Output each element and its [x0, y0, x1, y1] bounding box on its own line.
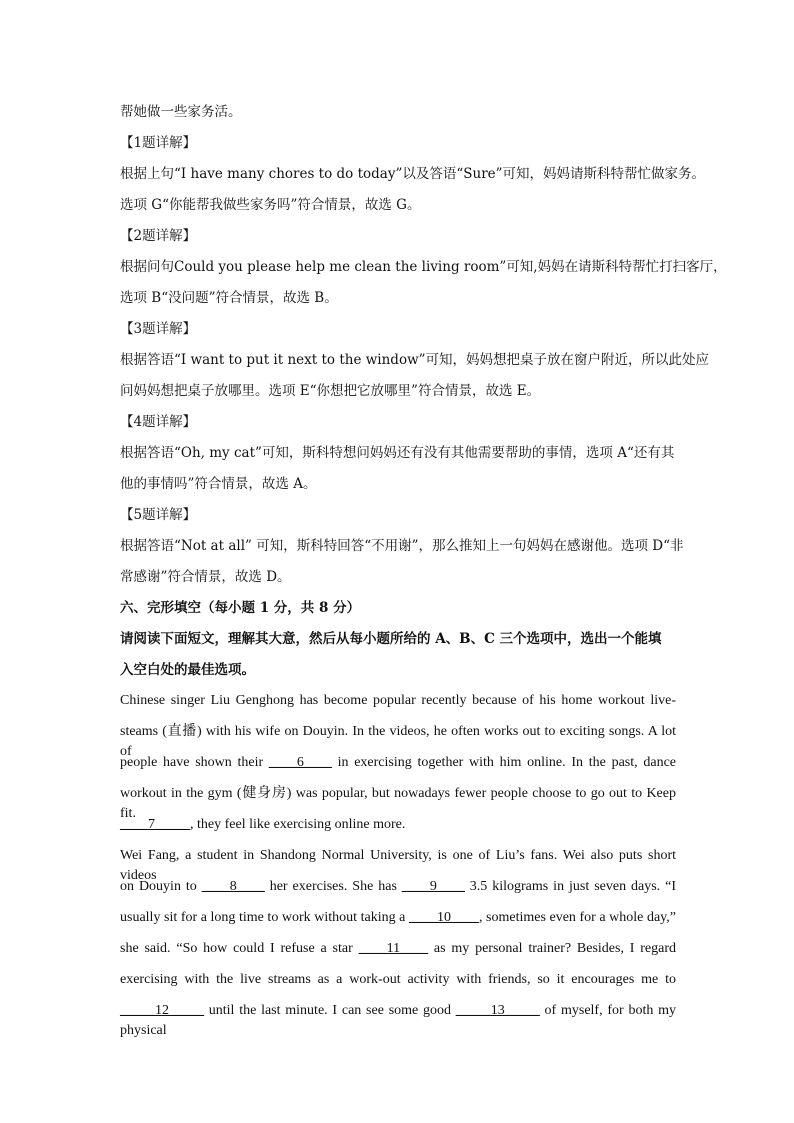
passage-line: Chinese singer Liu Genghong has become popular recently because of his home workout live-: [120, 693, 676, 708]
text-line: 根据问句Could you please help me clean the living room”可知,妈妈在请斯科特帮忙打扫客厅，: [120, 259, 727, 275]
passage-line: [120, 815, 676, 835]
question-2-heading: 【2题详解】: [120, 228, 197, 244]
question-4-heading: 【4题详解】: [120, 414, 197, 430]
passage-text: as my personal trainer? Besides, I regard: [428, 941, 676, 956]
passage-text: 3.5 kilograms in just seven days. “I: [464, 879, 677, 894]
text-line: 根据上句“I have many chores to do today”以及答语“Sure”可知，妈妈请斯科特帮忙做家务。: [120, 166, 706, 182]
passage-text: her exercises. She has: [264, 879, 402, 894]
text-line: 他的事情吗”符合情景，故选 A。: [120, 476, 317, 492]
text-line: 问妈妈想把桌子放哪里。选项 E“你想把它放哪里”符合情景，故选 E。: [120, 383, 541, 399]
instruction-text: 入空白处的最佳选项。: [120, 662, 255, 678]
text-line: 根据答语“Oh, my cat”可知，斯科特想问妈妈还有没有其他需要帮助的事情，选项 A“还有其: [120, 445, 675, 461]
instruction-text: 请阅读下面短文，理解其大意，然后从每小题所给的 A、B、C 三个选项中，选出一个能填: [120, 631, 662, 647]
blank-13[interactable]: _____13_____: [455, 1003, 540, 1018]
text-line: 常感谢”符合情景，故选 D。: [120, 569, 291, 585]
text-line: 根据答语“Not at all” 可知，斯科特回答“不用谢”，那么推知上一句妈妈在感谢他。选项 D“非: [120, 538, 684, 554]
passage-line: Wei Fang, a student in Shandong Normal University, is one of Liu’s fans. Wei also puts short videos: [120, 848, 676, 883]
blank-6[interactable]: ____6____: [268, 755, 332, 770]
text-line: 选项 G“你能帮我做些家务吗”符合情景，故选 G。: [120, 197, 421, 213]
blank-11[interactable]: ____11____: [358, 941, 429, 956]
passage-line: steams (直播) with his wife on Douyin. In the videos, he often works out to exciting songs. A lot of: [120, 724, 676, 759]
text-line: 帮她做一些家务活。: [120, 104, 242, 120]
passage-line: [120, 753, 676, 773]
passage-line: exercising with the live streams as a work-out activity with friends, so it encourages me to: [120, 972, 676, 987]
blank-7[interactable]: ____7_____: [120, 817, 190, 832]
question-3-heading: 【3题详解】: [120, 321, 197, 337]
passage-line: workout in the gym (健身房) was popular, but nowadays fewer people choose to go out to Keep fit.: [120, 786, 676, 821]
blank-12[interactable]: _____12_____: [120, 1003, 204, 1018]
text-line: 根据答语“I want to put it next to the window”可知，妈妈想把桌子放在窗户附近，所以此处应: [120, 352, 710, 368]
passage-text: in exercising together with him online. In the past, dance: [331, 755, 676, 770]
passage-line: [120, 877, 676, 897]
passage-text: she said. “So how could I refuse a star: [120, 941, 359, 956]
passage-line: [120, 908, 676, 928]
text-line: 选项 B“没问题”符合情景，故选 B。: [120, 290, 338, 306]
section-title: 六、完形填空（每小题 1 分，共 8 分）: [120, 600, 361, 616]
passage-text: usually sit for a long time to work without taking a: [120, 910, 409, 925]
blank-10[interactable]: ____10____: [408, 910, 479, 925]
question-5-heading: 【5题详解】: [120, 507, 197, 523]
passage-text: of myself, for both my physical: [120, 1003, 676, 1038]
passage-text: , sometimes even for a whole day,”: [478, 910, 676, 925]
passage-text: until the last minute. I can see some good: [204, 1003, 456, 1018]
blank-8[interactable]: ____8____: [201, 879, 265, 894]
passage-text: , they feel like exercising online more.: [190, 817, 406, 832]
passage-text: people have shown their: [120, 755, 269, 770]
passage-text: on Douyin to: [120, 879, 202, 894]
question-1-heading: 【1题详解】: [120, 135, 197, 151]
blank-9[interactable]: ____9____: [401, 879, 465, 894]
passage-line: [120, 1001, 676, 1038]
passage-line: [120, 939, 676, 959]
